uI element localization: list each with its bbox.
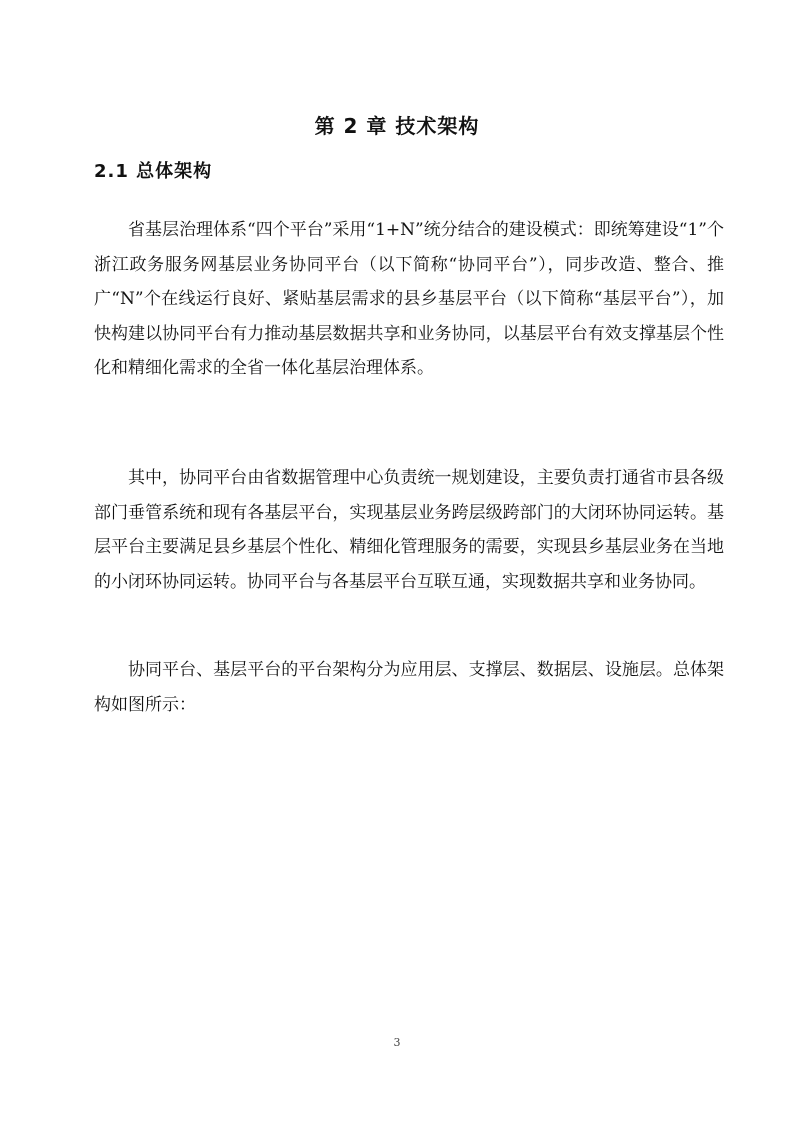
chapter-title: 第 2 章 技术架构 [314, 114, 480, 138]
paragraph-1: 省基层治理体系“四个平台”采用“1+N”统分结合的建设模式：即统筹建设“1”个浙江政务服务网基层业务协同平台（以下简称“协同平台”），同步改造、整合、推广“N”个在线运行良好、紧贴基层需求的县乡基层平台（以下简称“基层平台”），加快构建以协同平台有力推动基层数据共享和业务协同，以基层平台有效支撑基层个性化和精细化需求的全省一体化基层治理体系。 [94, 220, 724, 378]
paragraph-3: 协同平台、基层平台的平台架构分为应用层、支撑层、数据层、设施层。总体架构如图所示： [94, 660, 724, 715]
paragraph-2: 其中，协同平台由省数据管理中心负责统一规划建设，主要负责打通省市县各级部门垂管系统和现有各基层平台，实现基层业务跨层级跨部门的大闭环协同运转。基层平台主要满足县乡基层个性化、精细化管理服务的需要，实现县乡基层业务在当地的小闭环协同运转。协同平台与各基层平台互联互通，实现数据共享和业务协同。 [94, 468, 724, 592]
page-number: 3 [393, 1036, 401, 1049]
section-title: 2.1 总体架构 [94, 161, 213, 182]
